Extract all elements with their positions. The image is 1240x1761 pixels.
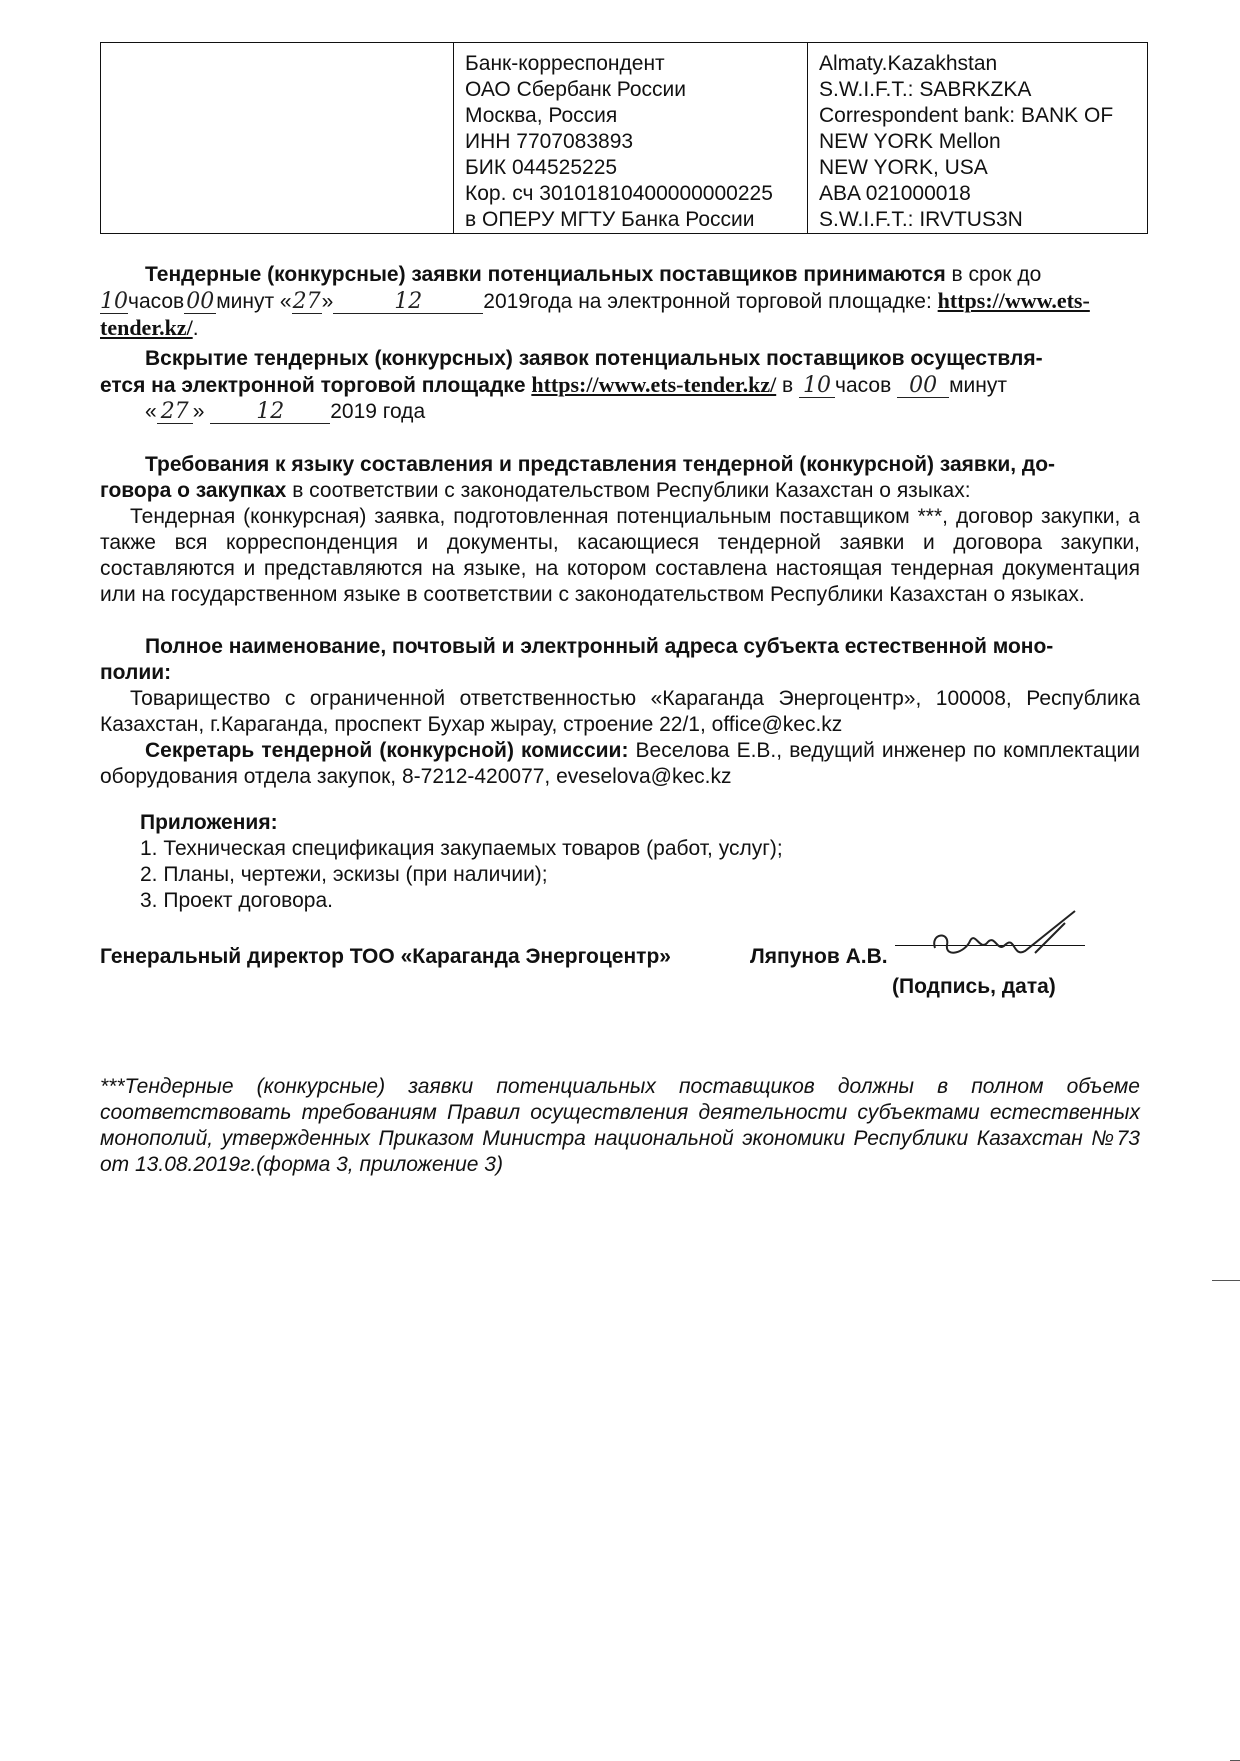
secretary-section xyxy=(100,738,1140,790)
opening-minutes-label: минут xyxy=(949,374,1007,397)
appendices-section xyxy=(140,810,1040,914)
appendix-item: 3. Проект договора. xyxy=(140,889,333,912)
signatory-name: Ляпунов А.В. xyxy=(750,945,888,968)
signatory-position: Генеральный директор ТОО «Караганда Энергоцентр» xyxy=(100,945,671,968)
quote-close: » xyxy=(192,400,205,423)
bank-detail-line: Correspondent bank: BANK OF xyxy=(819,104,1114,127)
submission-hours-value: 10 xyxy=(100,289,128,314)
correspondent-bank-en-column xyxy=(807,43,1148,233)
submission-deadline-paragraph xyxy=(100,262,1140,342)
monopoly-subject-section xyxy=(100,634,1140,738)
bank-detail-line: NEW YORK Mellon xyxy=(819,130,1001,153)
bank-detail-line: Кор. сч 30101810400000000225 xyxy=(465,182,773,205)
bank-detail-line: ИНН 7707083893 xyxy=(465,130,634,153)
bank-detail-line: в ОПЕРУ МГТУ Банка России xyxy=(465,208,755,231)
opening-day-value: 27 xyxy=(157,401,193,424)
minutes-label: минут « xyxy=(216,290,292,313)
ets-tender-link[interactable]: https://www.ets- xyxy=(937,288,1090,313)
bank-detail-line: ОАО Сбербанк России xyxy=(465,78,686,101)
bank-details-table xyxy=(100,42,1148,234)
appendices-title: Приложения: xyxy=(140,811,278,834)
opening-in-text: в xyxy=(776,374,800,397)
signature-caption: (Подпись, дата) xyxy=(892,975,1056,998)
submission-heading: Тендерные (конкурсные) заявки потенциальных поставщиков принимаются xyxy=(145,263,946,286)
opening-heading: Вскрытие тендерных (конкурсных) заявок потенциальных поставщиков осуществля- xyxy=(145,347,1043,370)
language-heading-continued: говора о закупках xyxy=(100,479,287,502)
opening-year-text: 2019 года xyxy=(330,400,426,423)
secretary-label: Секретарь тендерной (конкурсной) комиссии: xyxy=(145,739,629,762)
opening-month-value: 12 xyxy=(210,401,330,424)
submission-year-text: 2019года на электронной торговой площадке: xyxy=(483,290,932,313)
submission-minutes-value: 00 xyxy=(186,289,215,314)
bank-detail-line: Almaty.Kazakhstan xyxy=(819,52,998,75)
quote-close: » xyxy=(321,290,334,313)
bank-detail-line: S.W.I.F.T.: SABRKZKA xyxy=(819,78,1032,101)
opening-hours-label: часов xyxy=(835,374,892,397)
opening-minutes-value: 00 xyxy=(897,375,949,398)
submission-deadline-text: в срок до xyxy=(945,263,1042,286)
bank-detail-line: БИК 044525225 xyxy=(465,156,618,179)
appendix-item: 2. Планы, чертежи, эскизы (при наличии); xyxy=(140,863,548,886)
quote-open: « xyxy=(145,400,157,423)
opening-heading-continued: ется на электронной торговой площадке xyxy=(100,374,526,397)
handwritten-signature xyxy=(925,903,1085,973)
footnote: ***Тендерные (конкурсные) заявки потенциальных поставщиков должны в полном объеме соответствовать требованиям Правил осуществления деятельности субъектами естественных монополий, утвержденных Приказом Министра национальной экономики Республики Казахстан №73 от 13.08.2019г.(форма 3, приложение 3) xyxy=(100,1075,1140,1176)
secretary-body: Веселова Е.В., ведущий инженер по комплектации оборудования отдела закупок, 8-7212-420077, eveselova@kec.kz xyxy=(100,739,1140,788)
submission-day-value: 27 xyxy=(292,289,321,314)
language-heading-rest: в соответствии с законодательством Республики Казахстан о языках: xyxy=(286,479,971,502)
bank-detail-line: Москва, Россия xyxy=(465,104,618,127)
monopoly-heading: Полное наименование, почтовый и электронный адреса субъекта естественной моно- xyxy=(145,635,1054,658)
bank-detail-line: S.W.I.F.T.: IRVTUS3N xyxy=(819,208,1023,231)
opening-hours-value: 10 xyxy=(799,375,835,398)
language-requirements-section xyxy=(100,452,1140,608)
appendix-item: 1. Техническая спецификация закупаемых товаров (работ, услуг); xyxy=(140,837,783,860)
monopoly-heading-continued: полии: xyxy=(100,661,172,684)
ets-tender-link-opening[interactable]: https://www.ets-tender.kz/ xyxy=(531,372,777,397)
monopoly-body: Товарищество с ограниченной ответственностью «Караганда Энергоцентр», 100008, Республика Казахстан, г.Караганда, проспект Бухар жырау, строение 22/1, office@kec.kz xyxy=(100,687,1140,736)
bank-detail-line: NEW YORK, USA xyxy=(819,156,988,179)
language-body: Тендерная (конкурсная) заявка, подготовленная потенциальным поставщиком ***, договор закупки, а также вся корреспонденция и документы, касающиеся тендерной заявки и договора закупки, составляются и представляются на языке, на котором составлена настоящая тендерная документация или на государственном языке в соответствии с законодательством Республики Казахстан о языках. xyxy=(100,505,1140,606)
submission-month-value: 12 xyxy=(333,291,483,314)
correspondent-bank-ru-column xyxy=(453,43,808,233)
opening-paragraph xyxy=(100,346,1140,425)
sentence-end: . xyxy=(192,317,199,340)
language-heading: Требования к языку составления и представления тендерной (конкурсной) заявки, до- xyxy=(145,453,1056,476)
hours-label: часов xyxy=(128,290,185,313)
bank-detail-line: Банк-корреспондент xyxy=(465,52,665,75)
bank-detail-line: ABA 021000018 xyxy=(819,182,971,205)
ets-tender-link-continued[interactable]: tender.kz/ xyxy=(100,315,193,340)
